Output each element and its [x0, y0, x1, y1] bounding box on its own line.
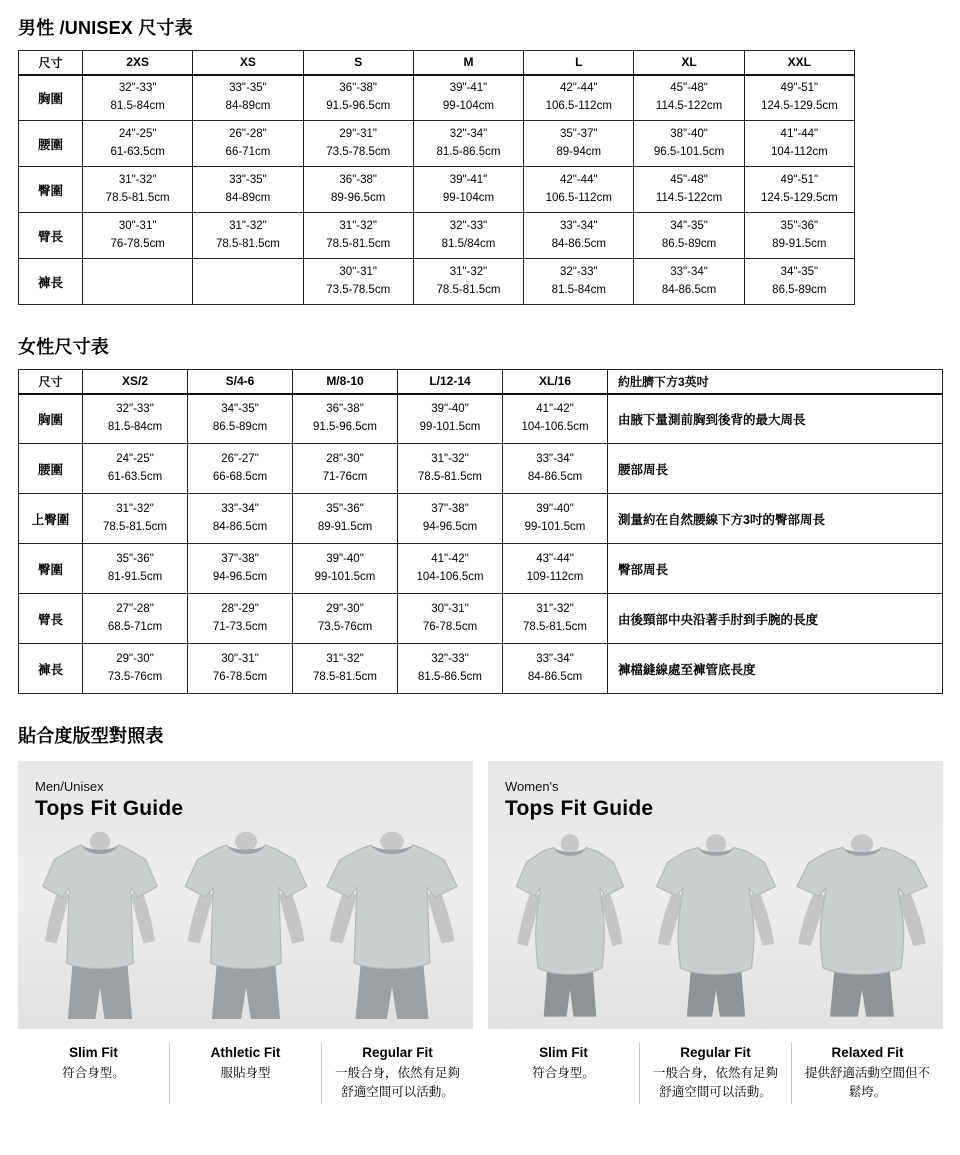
size-cell — [188, 494, 293, 544]
size-centimeters: 106.5-112cm — [545, 99, 612, 112]
size-centimeters: 66-71cm — [225, 145, 271, 158]
women-table-header-row — [19, 370, 943, 394]
size-inches: 32"-33" — [559, 265, 598, 278]
size-cell — [83, 259, 193, 305]
size-inches: 36"-38" — [339, 173, 377, 186]
size-centimeters: 71-76cm — [322, 470, 368, 483]
measure-description: 由後頸部中央沿著手肘到手腕的長度 — [608, 594, 943, 644]
size-inches: 30"-31" — [431, 602, 469, 615]
fit-name: Regular Fit — [680, 1045, 751, 1060]
size-inches: 45"-48" — [670, 173, 708, 186]
size-inches: 37"-38" — [221, 552, 259, 565]
size-centimeters: 61-63.5cm — [107, 470, 163, 483]
size-inches: 29"-30" — [116, 652, 154, 665]
size-cell — [193, 121, 303, 167]
fit-guide-panels — [18, 761, 943, 1104]
fit-description: 一般合身，依然有足夠舒適空間可以活動。 — [334, 1066, 460, 1099]
size-cell — [398, 394, 503, 444]
size-inches: 34"-35" — [780, 265, 819, 278]
fit-panel-men-card — [18, 761, 473, 1029]
size-centimeters: 84-86.5cm — [212, 520, 268, 533]
womens-fit-photos — [488, 825, 943, 1029]
row-label: 腰圍 — [19, 121, 83, 167]
fit-type — [321, 1043, 473, 1104]
size-cell — [524, 259, 634, 305]
fit-type — [488, 1043, 639, 1104]
size-centimeters: 89-91.5cm — [772, 237, 827, 250]
size-centimeters: 78.5-81.5cm — [103, 520, 167, 533]
size-cell — [303, 75, 413, 121]
size-centimeters: 89-96.5cm — [331, 191, 386, 204]
size-centimeters: 99-101.5cm — [524, 520, 586, 533]
size-cell — [744, 121, 854, 167]
size-cell — [83, 494, 188, 544]
size-centimeters: 91.5-96.5cm — [313, 420, 377, 433]
size-centimeters: 68.5-71cm — [107, 620, 163, 633]
size-cell — [503, 394, 608, 444]
size-cell — [193, 213, 303, 259]
womens-slim-fit-photo — [497, 829, 643, 1029]
size-inches: 32"-33" — [449, 219, 488, 232]
measure-description: 腰部周長 — [608, 444, 943, 494]
fit-type — [18, 1043, 169, 1104]
size-cell — [303, 121, 413, 167]
size-inches: 28"-30" — [326, 452, 364, 465]
men-table-header-row — [19, 51, 855, 75]
row-label: 褲長 — [19, 644, 83, 694]
size-inches: 32"-33" — [431, 652, 469, 665]
mens-fit-labels — [18, 1043, 473, 1104]
size-inches: 32"-33" — [118, 81, 157, 94]
size-cell — [744, 75, 854, 121]
size-cell — [398, 444, 503, 494]
size-cell — [193, 75, 303, 121]
women-size-title: 女性尺寸表 — [18, 337, 109, 357]
size-centimeters: 78.5-81.5cm — [326, 237, 391, 250]
size-cell — [293, 444, 398, 494]
column-header: 尺寸 — [19, 370, 83, 394]
mens-athletic-fit-photo — [173, 829, 319, 1029]
size-inches: 24"-25" — [118, 127, 157, 140]
size-cell — [188, 394, 293, 444]
size-centimeters: 71-73.5cm — [212, 620, 268, 633]
size-inches: 31"-32" — [116, 502, 154, 515]
size-cell — [188, 444, 293, 494]
size-inches: 26"-27" — [221, 452, 259, 465]
size-centimeters: 94-96.5cm — [422, 520, 478, 533]
fit-panel-women-card — [488, 761, 943, 1029]
size-inches: 27"-28" — [116, 602, 154, 615]
size-cell — [744, 167, 854, 213]
size-inches: 36"-38" — [339, 81, 377, 94]
row-label: 臂長 — [19, 594, 83, 644]
size-inches: 35"-36" — [780, 219, 819, 232]
size-inches: 33"-34" — [670, 265, 708, 278]
size-cell — [524, 213, 634, 259]
size-cell — [524, 167, 634, 213]
size-cell — [188, 644, 293, 694]
size-centimeters: 61-63.5cm — [110, 145, 165, 158]
size-cell — [293, 494, 398, 544]
size-cell — [83, 394, 188, 444]
size-centimeters: 84-89cm — [225, 191, 271, 204]
size-centimeters: 76-78.5cm — [422, 620, 478, 633]
row-label: 臂長 — [19, 213, 83, 259]
size-centimeters: 124.5-129.5cm — [760, 191, 838, 204]
size-cell — [193, 167, 303, 213]
fit-panel-men — [18, 761, 473, 1104]
size-centimeters: 81.5-86.5cm — [436, 145, 501, 158]
womens-fit-labels — [488, 1043, 943, 1104]
measure-description: 褲檔縫線處至褲管底長度 — [608, 644, 943, 694]
row-label: 胸圍 — [19, 394, 83, 444]
size-centimeters: 104-106.5cm — [416, 570, 484, 583]
size-cell — [83, 444, 188, 494]
size-inches: 39"-41" — [449, 81, 488, 94]
size-cell — [413, 259, 523, 305]
size-inches: 39"-40" — [326, 552, 364, 565]
column-header: S/4-6 — [188, 370, 293, 394]
fit-panel-women — [488, 761, 943, 1104]
size-centimeters: 86.5-89cm — [661, 237, 717, 250]
size-inches: 39"-40" — [536, 502, 574, 515]
size-inches: 33"-34" — [221, 502, 259, 515]
size-inches: 35"-36" — [116, 552, 154, 565]
column-header: XL/16 — [503, 370, 608, 394]
size-centimeters: 84-89cm — [225, 99, 271, 112]
size-centimeters: 94-96.5cm — [212, 570, 268, 583]
size-cell — [83, 213, 193, 259]
size-inches: 49"-51" — [780, 173, 819, 186]
size-centimeters: 109-112cm — [526, 570, 584, 583]
fit-name: Regular Fit — [362, 1045, 433, 1060]
size-centimeters: 81.5-84cm — [110, 99, 165, 112]
size-cell — [398, 544, 503, 594]
size-centimeters: 99-101.5cm — [314, 570, 376, 583]
size-inches: 33"-34" — [536, 452, 574, 465]
size-cell — [398, 594, 503, 644]
size-cell — [188, 594, 293, 644]
fit-panel-heading: Tops Fit Guide — [35, 797, 184, 820]
size-cell — [303, 213, 413, 259]
size-cell — [634, 167, 744, 213]
measure-description: 由腋下量測前胸到後背的最大周長 — [608, 394, 943, 444]
size-centimeters: 78.5-81.5cm — [215, 237, 280, 250]
size-cell — [524, 75, 634, 121]
size-inches: 28"-29" — [221, 602, 259, 615]
size-centimeters: 73.5-78.5cm — [326, 145, 391, 158]
column-header: M/8-10 — [293, 370, 398, 394]
fit-type — [169, 1043, 321, 1104]
size-inches: 41"-44" — [780, 127, 819, 140]
table-row — [19, 544, 943, 594]
fit-description: 符合身型。 — [532, 1066, 595, 1080]
size-inches: 33"-34" — [559, 219, 598, 232]
size-inches: 39"-41" — [449, 173, 488, 186]
size-inches: 34"-35" — [670, 219, 708, 232]
size-centimeters: 78.5-81.5cm — [418, 470, 482, 483]
size-centimeters: 81.5-84cm — [107, 420, 163, 433]
size-cell — [293, 644, 398, 694]
size-inches: 42"-44" — [559, 81, 598, 94]
size-inches: 30"-31" — [221, 652, 259, 665]
size-cell — [524, 121, 634, 167]
size-cell — [398, 644, 503, 694]
table-row — [19, 594, 943, 644]
size-centimeters: 76-78.5cm — [212, 670, 268, 683]
womens-relaxed-fit-photo — [789, 829, 935, 1029]
size-inches: 33"-34" — [536, 652, 574, 665]
table-row — [19, 644, 943, 694]
size-cell — [83, 544, 188, 594]
fit-name: Relaxed Fit — [831, 1045, 904, 1060]
size-inches: 41"-42" — [536, 402, 574, 415]
size-centimeters: 78.5-81.5cm — [523, 620, 587, 633]
size-centimeters: 78.5-81.5cm — [105, 191, 170, 204]
size-cell — [634, 213, 744, 259]
size-centimeters: 73.5-76cm — [317, 620, 373, 633]
size-inches: 31"-32" — [536, 602, 574, 615]
size-inches: 29"-31" — [339, 127, 377, 140]
size-centimeters: 99-101.5cm — [419, 420, 481, 433]
size-cell — [413, 167, 523, 213]
mens-fit-photos — [18, 825, 473, 1029]
size-inches: 29"-30" — [326, 602, 364, 615]
column-header: S — [303, 51, 413, 75]
size-centimeters: 89-94cm — [556, 145, 602, 158]
size-inches: 38"-40" — [670, 127, 708, 140]
size-centimeters: 78.5-81.5cm — [436, 283, 501, 296]
size-centimeters: 81-91.5cm — [107, 570, 163, 583]
size-centimeters: 86.5-89cm — [772, 283, 827, 296]
column-header: XXL — [744, 51, 854, 75]
size-cell — [413, 75, 523, 121]
column-header: L — [524, 51, 634, 75]
size-cell — [634, 121, 744, 167]
size-cell — [83, 594, 188, 644]
column-header: 尺寸 — [19, 51, 83, 75]
column-header: XL — [634, 51, 744, 75]
fit-description: 一般合身，依然有足夠舒適空間可以活動。 — [652, 1066, 778, 1099]
size-centimeters: 96.5-101.5cm — [653, 145, 725, 158]
size-inches: 49"-51" — [780, 81, 819, 94]
size-cell — [503, 544, 608, 594]
size-inches: 42"-44" — [559, 173, 598, 186]
fit-name: Slim Fit — [69, 1045, 118, 1060]
women-size-table — [18, 369, 943, 694]
size-cell — [744, 213, 854, 259]
fit-panel-heading: Tops Fit Guide — [505, 797, 654, 820]
fit-guide-title: 貼合度版型對照表 — [18, 726, 164, 746]
size-inches: 43"-44" — [536, 552, 574, 565]
size-cell — [193, 259, 303, 305]
size-centimeters: 84-86.5cm — [527, 670, 583, 683]
table-row — [19, 494, 943, 544]
row-label: 上臀圍 — [19, 494, 83, 544]
fit-name: Slim Fit — [539, 1045, 588, 1060]
column-header: XS/2 — [83, 370, 188, 394]
size-centimeters: 73.5-78.5cm — [326, 283, 391, 296]
size-inches: 31"-32" — [431, 452, 469, 465]
size-inches: 31"-32" — [339, 219, 377, 232]
column-header: M — [413, 51, 523, 75]
fit-panel-subtitle: Men/Unisex — [35, 779, 104, 794]
mens-regular-fit-photo — [319, 829, 465, 1029]
fit-panel-subtitle: Women's — [505, 779, 559, 794]
size-centimeters: 104-106.5cm — [521, 420, 589, 433]
size-inches: 32"-34" — [449, 127, 488, 140]
row-label: 胸圍 — [19, 75, 83, 121]
table-row — [19, 75, 855, 121]
size-centimeters: 99-104cm — [442, 191, 495, 204]
size-inches: 33"-35" — [229, 173, 267, 186]
column-header: 2XS — [83, 51, 193, 75]
size-cell — [83, 121, 193, 167]
size-centimeters: 81.5-84cm — [551, 283, 606, 296]
row-label: 褲長 — [19, 259, 83, 305]
men-size-title: 男性 /UNISEX 尺寸表 — [18, 18, 193, 38]
size-centimeters: 89-91.5cm — [317, 520, 373, 533]
column-header: L/12-14 — [398, 370, 503, 394]
fit-description: 符合身型。 — [62, 1066, 125, 1080]
table-row — [19, 213, 855, 259]
size-centimeters: 114.5-122cm — [655, 99, 723, 112]
fit-description: 服貼身型 — [220, 1066, 271, 1080]
size-centimeters: 81.5-86.5cm — [418, 670, 482, 683]
column-header: XS — [193, 51, 303, 75]
size-centimeters: 84-86.5cm — [551, 237, 606, 250]
size-centimeters: 81.5/84cm — [441, 237, 496, 250]
fit-type — [639, 1043, 791, 1104]
size-cell — [293, 594, 398, 644]
size-cell — [188, 544, 293, 594]
size-centimeters: 73.5-76cm — [107, 670, 163, 683]
size-inches: 39"-40" — [431, 402, 469, 415]
row-label: 腰圍 — [19, 444, 83, 494]
size-centimeters: 114.5-122cm — [655, 191, 723, 204]
size-inches: 31"-32" — [118, 173, 157, 186]
size-inches: 32"-33" — [116, 402, 154, 415]
size-cell — [303, 259, 413, 305]
table-row — [19, 444, 943, 494]
column-header: 約肚臍下方3英吋 — [608, 370, 943, 394]
size-centimeters: 104-112cm — [771, 145, 828, 158]
table-row — [19, 259, 855, 305]
size-cell — [303, 167, 413, 213]
size-centimeters: 86.5-89cm — [212, 420, 268, 433]
womens-regular-fit-photo — [643, 829, 789, 1029]
size-cell — [413, 121, 523, 167]
size-cell — [634, 75, 744, 121]
size-centimeters: 106.5-112cm — [545, 191, 612, 204]
size-centimeters: 78.5-81.5cm — [313, 670, 377, 683]
size-cell — [83, 167, 193, 213]
size-inches: 34"-35" — [221, 402, 259, 415]
size-cell — [634, 259, 744, 305]
size-inches: 45"-48" — [670, 81, 708, 94]
row-label: 臀圍 — [19, 167, 83, 213]
size-cell — [744, 259, 854, 305]
mens-slim-fit-photo — [27, 829, 173, 1029]
size-cell — [293, 544, 398, 594]
fit-description: 提供舒適活動空間但不鬆垮。 — [804, 1066, 930, 1099]
size-cell — [503, 444, 608, 494]
size-cell — [293, 394, 398, 444]
size-cell — [398, 494, 503, 544]
table-row — [19, 167, 855, 213]
size-centimeters: 66-68.5cm — [212, 470, 268, 483]
size-inches: 31"-32" — [229, 219, 267, 232]
measure-description: 臀部周長 — [608, 544, 943, 594]
size-inches: 30"-31" — [118, 219, 157, 232]
size-cell — [503, 594, 608, 644]
size-inches: 36"-38" — [326, 402, 364, 415]
table-row — [19, 121, 855, 167]
size-centimeters: 91.5-96.5cm — [326, 99, 391, 112]
size-inches: 26"-28" — [229, 127, 267, 140]
measure-description: 測量約在自然腰線下方3吋的臀部周長 — [608, 494, 943, 544]
size-inches: 33"-35" — [229, 81, 267, 94]
size-centimeters: 124.5-129.5cm — [760, 99, 838, 112]
size-centimeters: 84-86.5cm — [661, 283, 717, 296]
size-inches: 37"-38" — [431, 502, 469, 515]
size-cell — [83, 644, 188, 694]
size-cell — [83, 75, 193, 121]
size-centimeters: 99-104cm — [442, 99, 495, 112]
size-inches: 30"-31" — [339, 265, 377, 278]
size-centimeters: 84-86.5cm — [527, 470, 583, 483]
size-centimeters: 76-78.5cm — [110, 237, 165, 250]
size-cell — [413, 213, 523, 259]
size-inches: 41"-42" — [431, 552, 469, 565]
fit-name: Athletic Fit — [210, 1045, 281, 1060]
size-inches: 24"-25" — [116, 452, 154, 465]
size-cell — [503, 644, 608, 694]
table-row — [19, 394, 943, 444]
fit-type — [791, 1043, 943, 1104]
size-cell — [503, 494, 608, 544]
men-size-table — [18, 50, 855, 305]
size-inches: 31"-32" — [449, 265, 488, 278]
size-inches: 35"-36" — [326, 502, 364, 515]
size-inches: 31"-32" — [326, 652, 364, 665]
row-label: 臀圍 — [19, 544, 83, 594]
size-inches: 35"-37" — [559, 127, 598, 140]
